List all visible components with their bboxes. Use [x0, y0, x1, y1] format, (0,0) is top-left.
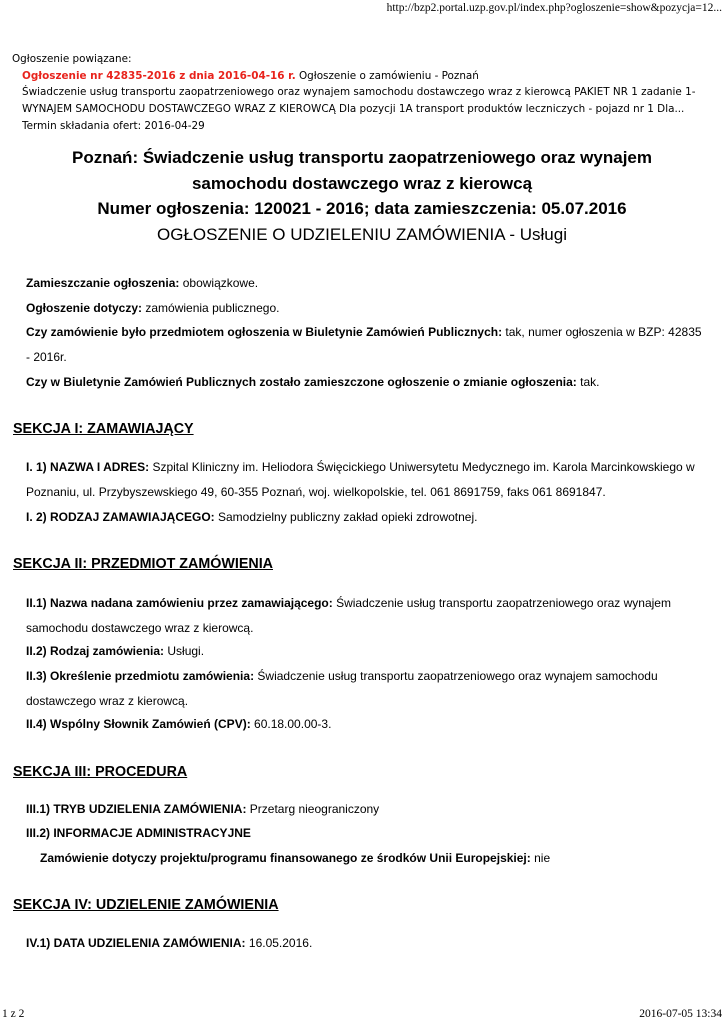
related-line-1-rest: Ogłoszenie o zamówieniu - Poznań — [295, 69, 479, 82]
order-kind-label: II.2) Rodzaj zamówienia: — [26, 644, 165, 658]
cpv-code — [26, 712, 706, 737]
order-name-label: II.1) Nazwa nadana zamówieniu przez zamawiającego: — [26, 596, 333, 610]
section-4-heading: SEKCJA IV: UDZIELENIE ZAMÓWIENIA — [13, 897, 279, 913]
related-line-2: Świadczenie usług transportu zaopatrzeniowego oraz wynajem samochodu dostawczego wraz z kierowcą PAKIET NR 1 zadanie 1- — [22, 86, 696, 99]
section-1-heading: SEKCJA I: ZAMAWIAJĄCY — [13, 421, 194, 437]
related-deadline: Termin składania ofert: 2016-04-29 — [22, 119, 205, 132]
print-footer-page: 1 z 2 — [2, 1008, 25, 1020]
posting-value: obowiązkowe. — [179, 276, 259, 290]
procedure-mode — [26, 797, 706, 822]
bzp-label: Czy zamówienie było przedmiotem ogłoszenia w Biuletynie Zamówień Publicznych: — [26, 325, 503, 339]
print-footer-datetime: 2016-07-05 13:34 — [639, 1008, 722, 1020]
concerns-label: Ogłoszenie dotyczy: — [26, 301, 143, 315]
order-description — [26, 664, 706, 713]
award-date-value: 16.05.2016. — [245, 936, 313, 950]
related-line-3: WYNAJEM SAMOCHODU DOSTAWCZEGO WRAZ Z KIEROWCĄ Dla pozycji 1A transport produktów leczniczych - pojazd nr 1 Dla... — [22, 103, 685, 116]
order-name-value: Świadczenie usług transportu zaopatrzeniowego oraz wynajem samochodu dostawczego wraz z kierowcą. — [26, 596, 671, 635]
concerns-value: zamówienia publicznego. — [142, 301, 280, 315]
eu-funding-value: nie — [530, 851, 551, 865]
eu-funding-label: Zamówienie dotyczy projektu/programu finansowanego ze środków Unii Europejskiej: — [40, 851, 531, 865]
award-date — [26, 931, 706, 956]
contracting-type — [26, 505, 706, 530]
page-title — [0, 145, 724, 247]
name-address-label: I. 1) NAZWA I ADRES: — [26, 460, 150, 474]
contracting-type-label: I. 2) RODZAJ ZAMAWIAJĄCEGO: — [26, 510, 215, 524]
procedure-mode-value: Przetarg nieograniczony — [246, 802, 380, 816]
notice-type-suffix: - Usługi — [504, 224, 567, 244]
related-label: Ogłoszenie powiązane: — [12, 53, 132, 65]
name-address-value: Szpital Kliniczny im. Heliodora Święcickiego Uniwersytetu Medycznego im. Karola Marcinkowskiego w Poznaniu, ul. Przybyszewskiego 49, 60-355 Poznań, woj. wielkopolskie, tel. 061 8691759, faks 061 8691847. — [26, 460, 695, 499]
related-line-1 — [22, 68, 720, 85]
order-description-value: Świadczenie usług transportu zaopatrzeniowego oraz wynajem samochodu dostawczego wraz z kierowcą. — [26, 669, 658, 708]
order-name — [26, 591, 706, 640]
cpv-label: II.4) Wspólny Słownik Zamówień (CPV): — [26, 717, 251, 731]
related-block — [12, 68, 720, 135]
contracting-name-address — [26, 455, 706, 504]
order-kind-value: Usługi. — [164, 644, 205, 658]
notice-type — [0, 222, 724, 247]
posting-label: Zamieszczanie ogłoszenia: — [26, 276, 180, 290]
order-description-label: II.3) Określenie przedmiotu zamówienia: — [26, 669, 255, 683]
procedure-mode-label: III.1) TRYB UDZIELENIA ZAMÓWIENIA: — [26, 802, 247, 816]
change-label: Czy w Biuletynie Zamówień Publicznych zostało zamieszczone ogłoszenie o zmianie ogłoszenia: — [26, 375, 577, 389]
related-notice — [12, 51, 720, 135]
bzp-info — [26, 320, 706, 369]
change-info — [26, 370, 706, 395]
cpv-value: 60.18.00.00-3. — [250, 717, 332, 731]
change-value: tak. — [576, 375, 600, 389]
title-line-2: samochodu dostawczego wraz z kierowcą — [191, 173, 533, 193]
administrative-info — [26, 821, 706, 846]
title-line-3: Numer ogłoszenia: 120021 - 2016; data zamieszczenia: 05.07.2016 — [97, 199, 627, 218]
notice-type-main: OGŁOSZENIE O UDZIELENIU ZAMÓWIENIA — [157, 224, 505, 244]
eu-funding — [40, 846, 706, 871]
bzp-value: tak, numer ogłoszenia w BZP: 42835 - 2016r. — [26, 325, 702, 364]
print-header-url: http://bzp2.portal.uzp.gov.pl/index.php?ogloszenie=show&pozycja=12... — [386, 2, 722, 14]
concerns-info — [26, 296, 706, 321]
title-line-1: Poznań: Świadczenie usług transportu zaopatrzeniowego oraz wynajem — [72, 148, 652, 167]
posting-info — [26, 271, 706, 296]
administrative-info-label: III.2) INFORMACJE ADMINISTRACYJNE — [26, 826, 251, 840]
section-3-heading: SEKCJA III: PROCEDURA — [13, 764, 188, 780]
order-kind — [26, 639, 706, 664]
related-notice-link[interactable]: Ogłoszenie nr 42835-2016 z dnia 2016-04-16 r. — [22, 69, 296, 82]
section-2-heading: SEKCJA II: PRZEDMIOT ZAMÓWIENIA — [13, 556, 273, 572]
contracting-type-value: Samodzielny publiczny zakład opieki zdrowotnej. — [214, 510, 478, 524]
award-date-label: IV.1) DATA UDZIELENIA ZAMÓWIENIA: — [26, 936, 246, 950]
